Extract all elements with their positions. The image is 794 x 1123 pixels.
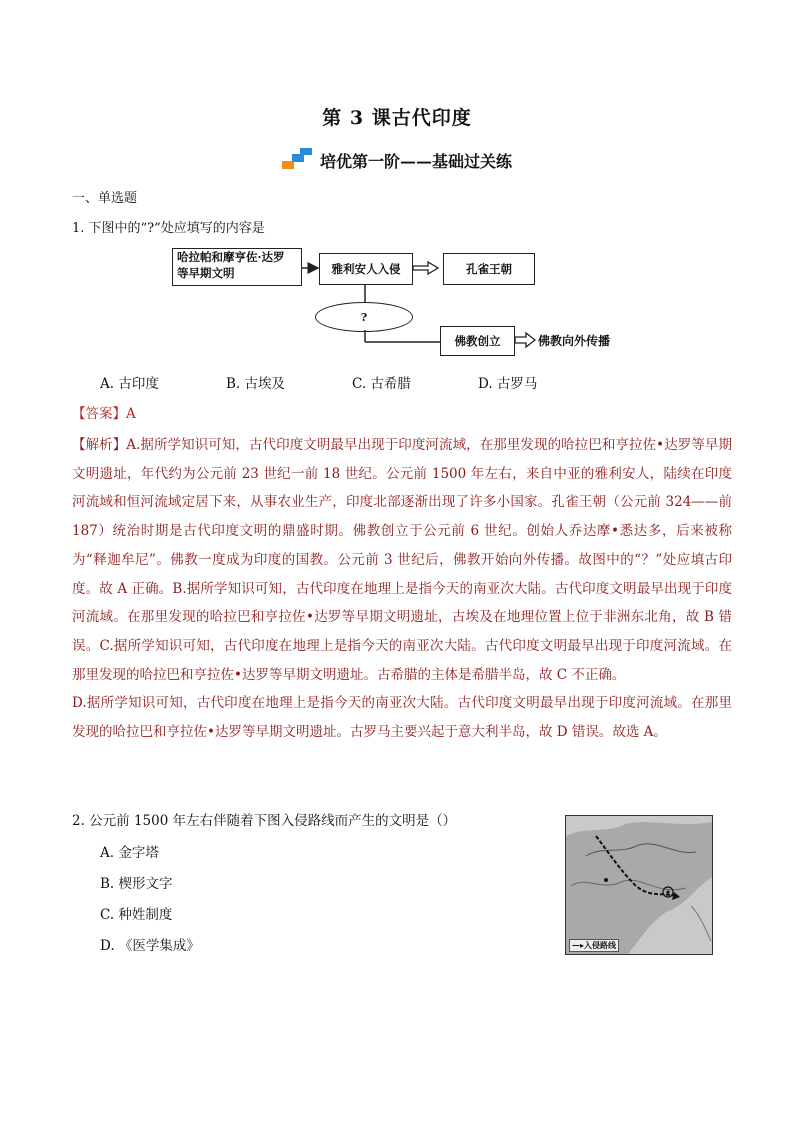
diagram-text-buddhism-spread: 佛教向外传播 [538,334,611,348]
diagram-box-maurya: 孔雀王朝 [443,253,535,285]
option-a[interactable]: A. 古印度 [100,376,159,392]
stairs-logo-icon [282,148,314,172]
legend-text: 入侵路线 [584,940,617,950]
question-2-stem: 2. 公元前 1500 年左右伴随着下图入侵路线而产生的文明是（） [72,813,457,829]
diagram-box-buddhism-founded: 佛教创立 [440,326,515,356]
invasion-route-map [565,815,713,955]
map-legend [569,939,619,952]
option-b[interactable]: B. 古埃及 [226,376,286,392]
page-title: 第 3 课古代印度 [322,107,472,129]
question-1-options [100,372,537,392]
stage-heading [0,148,794,172]
analysis-paragraph: D.据所学知识可知，古代印度在地理上是指今天的南亚次大陆。古代印度文明最早出现于印度河流域。在那里发现的哈拉巴和亨拉佐•达罗等早期文明遗址。古罗马主要兴起于意大利半岛，故 D 错误。故选 A。 [72,695,732,741]
diagram-unknown-ellipse: ? [315,302,413,332]
box-line-2: 等早期文明 [177,266,235,280]
stage-title: 培优第一阶——基础过关练 [319,151,512,171]
diagram-box-early-civilization [172,248,302,286]
section-label: 一、单选题 [72,191,138,206]
diagram-box-aryan-invasion: 雅利安人入侵 [319,253,413,285]
question-1-diagram [160,240,650,365]
option-c[interactable]: C. 古希腊 [352,376,411,392]
question-1-stem: 1. 下图中的“?”处应填写的内容是 [72,221,265,236]
question-1-analysis [72,431,732,747]
map-image [566,816,713,955]
analysis-paragraph: 【解析】A.据所学知识可知，古代印度文明最早出现于印度河流域，在那里发现的哈拉巴和亨拉佐•达罗等早期文明遗址，年代约为公元前 23 世纪一前 18 世纪。公元前 1500 年左右，来自中亚的雅利安人，陆续在印度河流域和恒河流域定居下来，从事农业生产，印度北部逐渐出现了许多小国家。孔雀王朝（公元前 324——前 187）统治时期是古代印度文明的鼎盛时期。佛教创立于公元前 6 世纪。创始人乔达摩•悉达多，后来被称为“释迦牟尼”。佛教一度成为印度的国教。公元前 3 世纪后，佛教开始向外传播。故图中的“？”处应填古印度。故 A 正确。B.据所学知识可知，古代印度在地理上是指今天的南亚次大陆。古代印度文明最早出现于印度河流域。在那里发现的哈拉巴和亨拉佐•达罗等早期文明遗址，古埃及在地理位置上位于非洲东北角，故 B 错误。C.据所学知识可知，古代印度在地理上是指今天的南亚次大陆。古代印度文明最早出现于印度河流域。在那里发现的哈拉巴和亨拉佐•达罗等早期文明遗址。古希腊的主体是希腊半岛，故 C 不正确。 [72,437,732,683]
q2-option-d[interactable]: D. 《医学集成》 [100,938,200,954]
option-d[interactable]: D. 古罗马 [478,376,538,392]
question-1-answer: 【答案】A [72,406,136,422]
box-line-1: 哈拉帕和摩亨佐·达罗 [177,250,285,264]
q2-option-a[interactable]: A. 金字塔 [100,845,159,861]
q2-option-c[interactable]: C. 种姓制度 [100,907,173,923]
legend-arrow-icon: —▸ [572,940,585,950]
q2-option-b[interactable]: B. 楔形文字 [100,876,173,892]
